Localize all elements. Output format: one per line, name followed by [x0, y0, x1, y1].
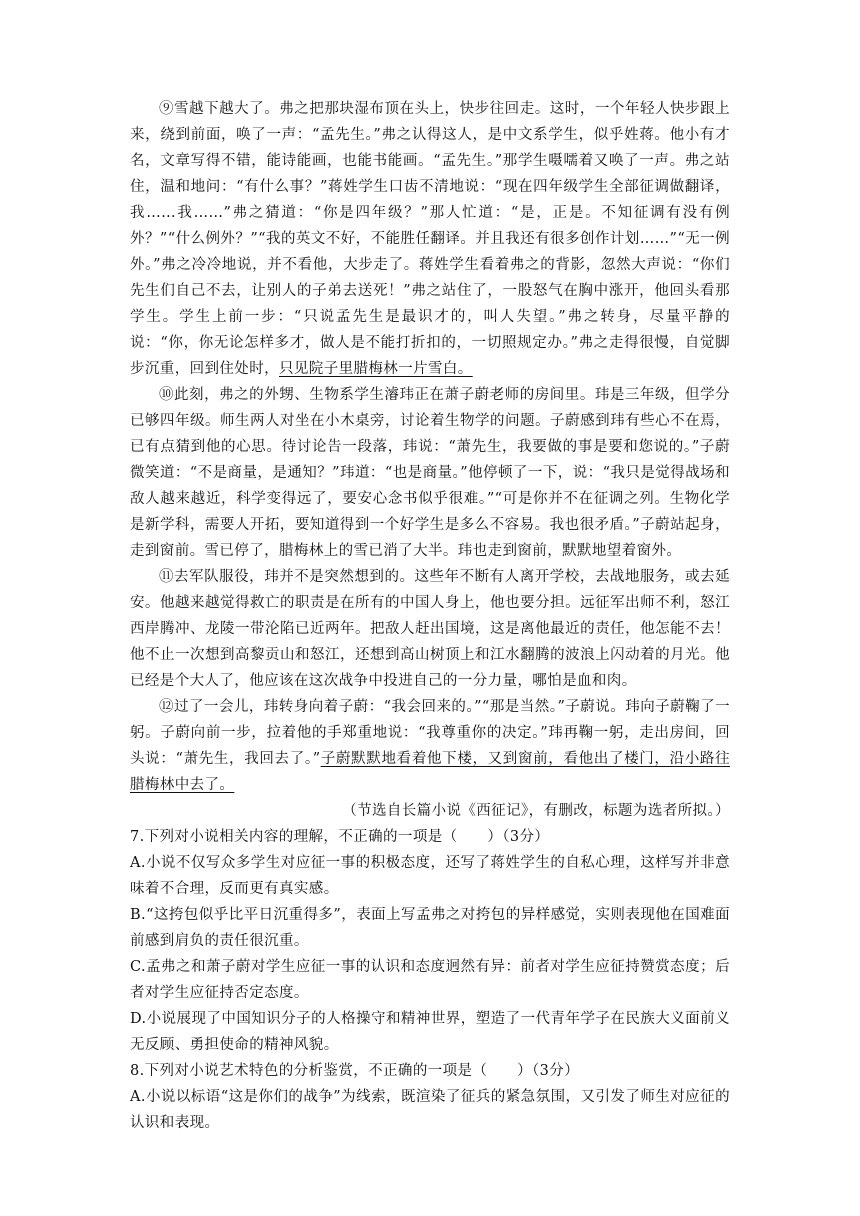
paragraph-12-text: ⑫过了一会儿，玮转身向着子蔚：“我会回来的。”“那是当然。”子蔚说。玮向子蔚鞠了一躬。子蔚向前一步，拉着他的手郑重地说：“我尊重你的决定。”玮再鞠一躬，走出房间，回头说：“萧先生，我回去了。”: [130, 699, 730, 767]
question-7-option-a: A.小说不仅写众多学生对应征一事的积极态度，还写了蒋姓学生的自私心理，这样写并非意味着不合理，反而更有真实感。: [130, 855, 730, 897]
question-7: [130, 824, 730, 1058]
question-8: [130, 1058, 730, 1136]
question-7-stem: 7.下列对小说相关内容的理解，不正确的一项是（ ）（3分）: [130, 829, 550, 845]
paragraph-11: ⑪去军队服役，玮并不是突然想到的。这些年不断有人离开学校，去战地服务，或去延安。他越来越觉得救亡的职责是在所有的中国人身上，他也要分担。远征军出师不利，怒江西岸腾冲、龙陵一带沦陷已近两年。把敌人赶出国境，这是离他最近的责任，他怎能不去！他不止一次想到高黎贡山和怒江，还想到高山树顶上和江水翻腾的波浪上闪动着的月光。他已经是个大人了，他应该在这次战争中投进自己的一分力量，哪怕是血和肉。: [130, 569, 730, 689]
question-7-option-d: D.小说展现了中国知识分子的人格操守和精神世界，塑造了一代青年学子在民族大义面前义无反顾、勇担使命的精神风貌。: [130, 1011, 730, 1053]
paragraph-10: ⑩此刻，弗之的外甥、生物系学生濬玮正在萧子蔚老师的房间里。玮是三年级，但学分已够四年级。师生两人对坐在小木桌旁，讨论着生物学的问题。子蔚感到玮有些心不在焉，已有点猜到他的心思。待讨论告一段落，玮说：“萧先生，我要做的事是要和您说的。”子蔚微笑道：“不是商量，是通知？”玮道：“也是商量。”他停顿了一下，说：“我只是觉得战场和敌人越来越近，科学变得远了，要安心念书似乎很难。”“可是你并不在征调之列。生物化学是新学科，需要人开拓，要知道得到一个好学生是多么不容易。我也很矛盾。”子蔚站起身，走到窗前。雪已停了，腊梅林上的雪已消了大半。玮也走到窗前，默默地望着窗外。: [130, 387, 730, 559]
paragraph-9: [130, 96, 730, 382]
source-note: （节选自长篇小说《西征记》，有删改，标题为选者所拟。）: [342, 803, 730, 819]
paragraph-12-underlined: 子蔚默默地看着他下楼，又到窗前，看他出了楼门，沿小路往腊梅林中去了。: [130, 751, 730, 793]
question-7-option-c: C.孟弗之和萧子蔚对学生应征一事的认识和态度迥然有异：前者对学生应征持赞赏态度；后者对学生应征持否定态度。: [130, 959, 730, 1001]
paragraph-9-underlined: 只见院子里腊梅林一片雪白。: [279, 361, 473, 377]
question-7-option-b: B.“这挎包似乎比平日沉重得多”，表面上写孟弗之对挎包的异样感觉，实则表现他在国难面前感到肩负的责任很沉重。: [130, 907, 730, 949]
exam-page: [130, 96, 730, 1136]
paragraph-9-text: ⑨雪越下越大了。弗之把那块湿布顶在头上，快步往回走。这时，一个年轻人快步跟上来，绕到前面，唤了一声：“孟先生。”弗之认得这人，是中文系学生，似乎姓蒋。他小有才名，文章写得不错，能诗能画，也能书能画。“孟先生。”那学生嗫嚅着又唤了一声。弗之站住，温和地问：“有什么事？”蒋姓学生口齿不清地说：“现在四年级学生全部征调做翻译，我……我……”弗之猜道：“你是四年级？”那人忙道：“是，正是。不知征调有没有例外？”“什么例外？”“我的英文不好，不能胜任翻译。并且我还有很多创作计划……”“无一例外。”弗之冷冷地说，并不看他，大步走了。蒋姓学生看着弗之的背影，忽然大声说：“你们先生们自己不去，让别人的子弟去送死！”弗之站住了，一股怒气在胸中涨开，他回头看那学生。学生上前一步：“只说孟先生是最识才的，叫人失望。”弗之转身，尽量平静的说：“你，你无论怎样多才，做人是不能打折扣的，一切照规定办。”弗之走得很慢，自觉脚步沉重，回到住处时，: [130, 101, 730, 377]
paragraph-12: [130, 694, 730, 798]
question-8-option-a: A.小说以标语“这是你们的战争”为线索，既渲染了征兵的紧急氛围，又引发了师生对应征的认识和表现。: [130, 1089, 730, 1131]
question-8-stem: 8.下列对小说艺术特色的分析鉴赏，不正确的一项是（ ）（3分）: [130, 1063, 580, 1079]
